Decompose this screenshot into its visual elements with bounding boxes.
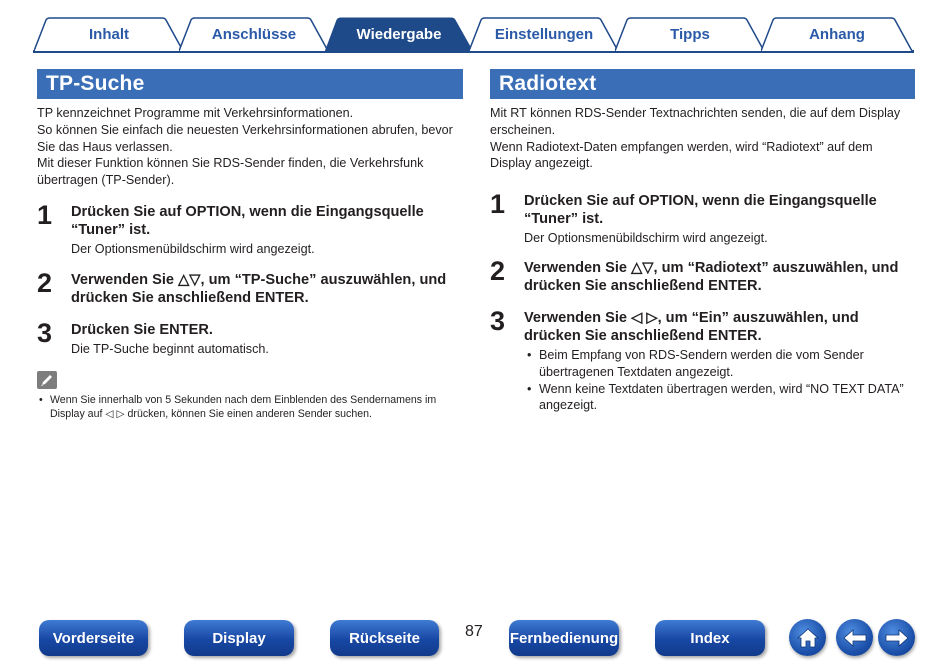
back-button[interactable]: [836, 619, 873, 656]
step-heading: Verwenden Sie △▽, um “TP-Suche” auszuwählen, und drücken Sie anschließend ENTER.: [71, 271, 447, 306]
step-heading: Drücken Sie auf OPTION, wenn die Eingangsquelle “Tuner” ist.: [71, 203, 424, 238]
section-title: TP-Suche: [37, 69, 463, 99]
intro-text: Mit RT können RDS-Sender Textnachrichten senden, die auf dem Display erscheinen. Wenn Radiotext-Daten empfangen werden, wird “Radiotext” auf dem Display angezeigt.: [490, 106, 901, 171]
note-item: • Wenn Sie innerhalb von 5 Sekunden nach dem Einblenden des Sendernamens im Display auf ◁ ▷ drücken, können Sie einen anderen Sender suchen.: [37, 393, 463, 421]
step-heading: Verwenden Sie ◁ ▷, um “Ein” auszuwählen, und drücken Sie anschließend ENTER.: [524, 310, 859, 345]
home-button[interactable]: [789, 619, 826, 656]
rueckseite-button[interactable]: Rückseite: [330, 620, 439, 656]
step-description: Der Optionsmenübildschirm wird angezeigt.: [524, 231, 768, 246]
section-radiotext: [490, 69, 915, 415]
step-2: [37, 267, 463, 307]
step-heading: Drücken Sie ENTER.: [71, 321, 213, 338]
note-block: [37, 371, 463, 421]
bullet-item: • Beim Empfang von RDS-Sendern werden die vom Sender übertragenen Textdaten angezeigt.: [524, 347, 915, 380]
index-button[interactable]: Index: [655, 620, 765, 656]
home-icon: [796, 627, 820, 649]
step-3: [490, 306, 915, 414]
tab-inhalt[interactable]: Inhalt: [34, 17, 184, 51]
section-tp-suche: [37, 69, 463, 421]
tab-tipps[interactable]: Tipps: [615, 17, 765, 51]
step-number: 3: [490, 306, 506, 337]
step-number: 1: [490, 189, 506, 220]
step-heading: Drücken Sie auf OPTION, wenn die Eingangsquelle “Tuner” ist.: [524, 193, 877, 228]
step-2: [490, 256, 915, 295]
tab-einstellungen[interactable]: Einstellungen: [469, 17, 619, 51]
step-number: 2: [37, 267, 53, 298]
vorderseite-button[interactable]: Vorderseite: [39, 620, 148, 656]
display-button[interactable]: Display: [184, 620, 294, 656]
note-list: [37, 393, 463, 421]
tab-bar: [33, 17, 914, 53]
step-number: 3: [37, 317, 53, 348]
arrow-left-icon: [842, 628, 868, 648]
section-title: Radiotext: [490, 69, 915, 99]
tab-anhang[interactable]: Anhang: [761, 17, 913, 51]
step-3: [37, 317, 463, 357]
step-heading: Verwenden Sie △▽, um “Radiotext” auszuwählen, und drücken Sie anschließend ENTER.: [524, 260, 899, 295]
step-number: 2: [490, 256, 506, 287]
step-bullets: [524, 347, 915, 414]
tab-anschluesse[interactable]: Anschlüsse: [179, 17, 329, 51]
step-1: [490, 189, 915, 246]
tab-wiedergabe[interactable]: Wiedergabe: [325, 17, 473, 51]
forward-button[interactable]: [878, 619, 915, 656]
arrow-right-icon: [884, 628, 910, 648]
note-pencil-icon: [37, 371, 57, 389]
step-description: Die TP-Suche beginnt automatisch.: [71, 341, 269, 356]
step-description: Der Optionsmenübildschirm wird angezeigt.: [71, 241, 315, 256]
step-1: [37, 199, 463, 257]
bullet-item: • Wenn keine Textdaten übertragen werden, wird “NO TEXT DATA” angezeigt.: [524, 381, 915, 414]
fernbedienung-button[interactable]: Fernbedienung: [509, 620, 619, 656]
page-number: 87: [465, 623, 483, 640]
step-number: 1: [37, 199, 53, 230]
intro-text: TP kennzeichnet Programme mit Verkehrsinformationen. So können Sie einfach die neuesten Verkehrsinformationen abrufen, bevor Sie das Haus verlassen. Mit dieser Funktion können Sie RDS-Sender finden, die Verkehrsfunk übertragen (TP-Sender).: [37, 106, 453, 188]
